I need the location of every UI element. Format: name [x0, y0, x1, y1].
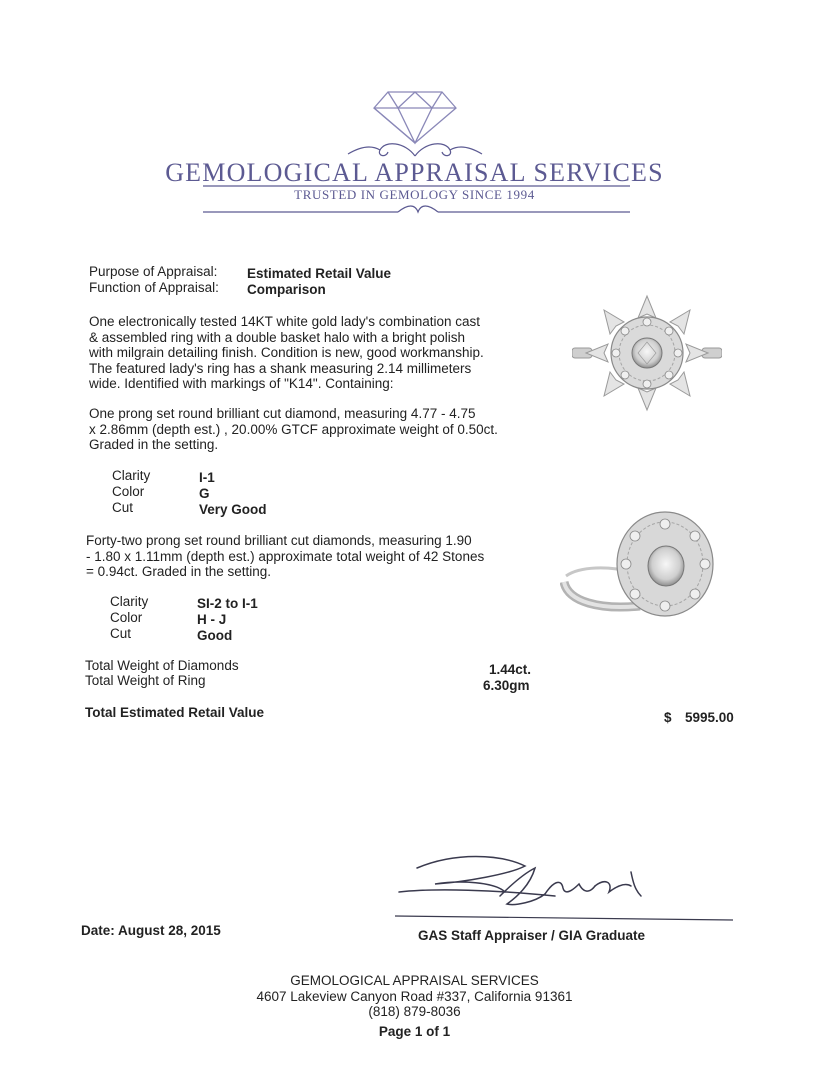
total-diamonds-value: 1.44ct.: [489, 662, 532, 677]
purpose-label: Purpose of Appraisal:: [89, 264, 218, 279]
description-line: & assembled ring with a double basket halo with a bright polish: [89, 329, 465, 345]
side-color-value: H - J: [197, 612, 227, 627]
description-line: with milgrain detailing finish. Condition is new, good workmanship.: [89, 345, 484, 360]
side-cut-label: Cut: [110, 626, 132, 641]
ring-side-view-image: [560, 506, 720, 634]
side-stones-line: = 0.94ct. Graded in the setting.: [86, 564, 271, 579]
page-number: Page 1 of 1: [378, 1024, 451, 1039]
description-line: The featured lady's ring has a shank measuring 2.14 millimeters: [89, 360, 472, 376]
signature-image: [395, 852, 735, 922]
center-clarity-label: Clarity: [112, 468, 151, 483]
function-label: Function of Appraisal:: [89, 280, 219, 295]
center-stone-line: One prong set round brilliant cut diamond, measuring 4.77 - 4.75: [89, 406, 476, 421]
center-cut-value: Very Good: [199, 502, 267, 517]
side-cut-value: Good: [197, 628, 233, 643]
center-stone-line: Graded in the setting.: [89, 437, 219, 452]
currency-symbol: $: [664, 710, 672, 725]
tagline: TRUSTED IN GEMOLOGY SINCE 1994: [294, 187, 535, 202]
center-stone-description: [89, 406, 529, 453]
total-retail-label: Total Estimated Retail Value: [85, 705, 265, 720]
center-color-value: G: [199, 486, 210, 501]
company-name: GEMOLOGICAL APPRAISAL SERVICES: [165, 158, 664, 187]
side-stones-line: Forty-two prong set round brilliant cut diamonds, measuring 1.90: [86, 533, 472, 548]
side-stones-description: [86, 533, 536, 580]
top-scroll-ornament-icon: [340, 136, 490, 160]
side-stones-line: - 1.80 x 1.11mm (depth est.) approximate total weight of 42 Stones: [86, 548, 485, 564]
ring-top-view-image: [572, 292, 722, 418]
footer-phone: (818) 879-8036: [368, 1004, 461, 1019]
appraiser-credentials: GAS Staff Appraiser / GIA Graduate: [418, 928, 646, 943]
center-clarity-value: I-1: [199, 470, 215, 485]
total-retail-value: 5995.00: [685, 710, 734, 725]
purpose-value: Estimated Retail Value: [247, 266, 392, 281]
function-value: Comparison: [247, 282, 326, 297]
description: [89, 314, 529, 392]
description-line: wide. Identified with markings of "K14". Containing:: [89, 376, 394, 391]
side-clarity-label: Clarity: [110, 594, 149, 609]
total-ring-value: 6.30gm: [483, 678, 530, 693]
appraisal-date: Date: August 28, 2015: [81, 923, 221, 938]
description-line: One electronically tested 14KT white gold lady's combination cast: [89, 314, 481, 329]
side-color-label: Color: [110, 610, 143, 625]
total-ring-label: Total Weight of Ring: [85, 673, 206, 688]
total-diamonds-label: Total Weight of Diamonds: [85, 658, 239, 673]
center-color-label: Color: [112, 484, 145, 499]
footer-company: GEMOLOGICAL APPRAISAL SERVICES: [290, 973, 539, 988]
footer-address: 4607 Lakeview Canyon Road #337, California 91361: [256, 989, 573, 1004]
center-stone-line: x 2.86mm (depth est.) , 20.00% GTCF approximate weight of 0.50ct.: [89, 421, 498, 437]
side-clarity-value: SI-2 to I-1: [197, 596, 258, 611]
center-cut-label: Cut: [112, 500, 134, 515]
